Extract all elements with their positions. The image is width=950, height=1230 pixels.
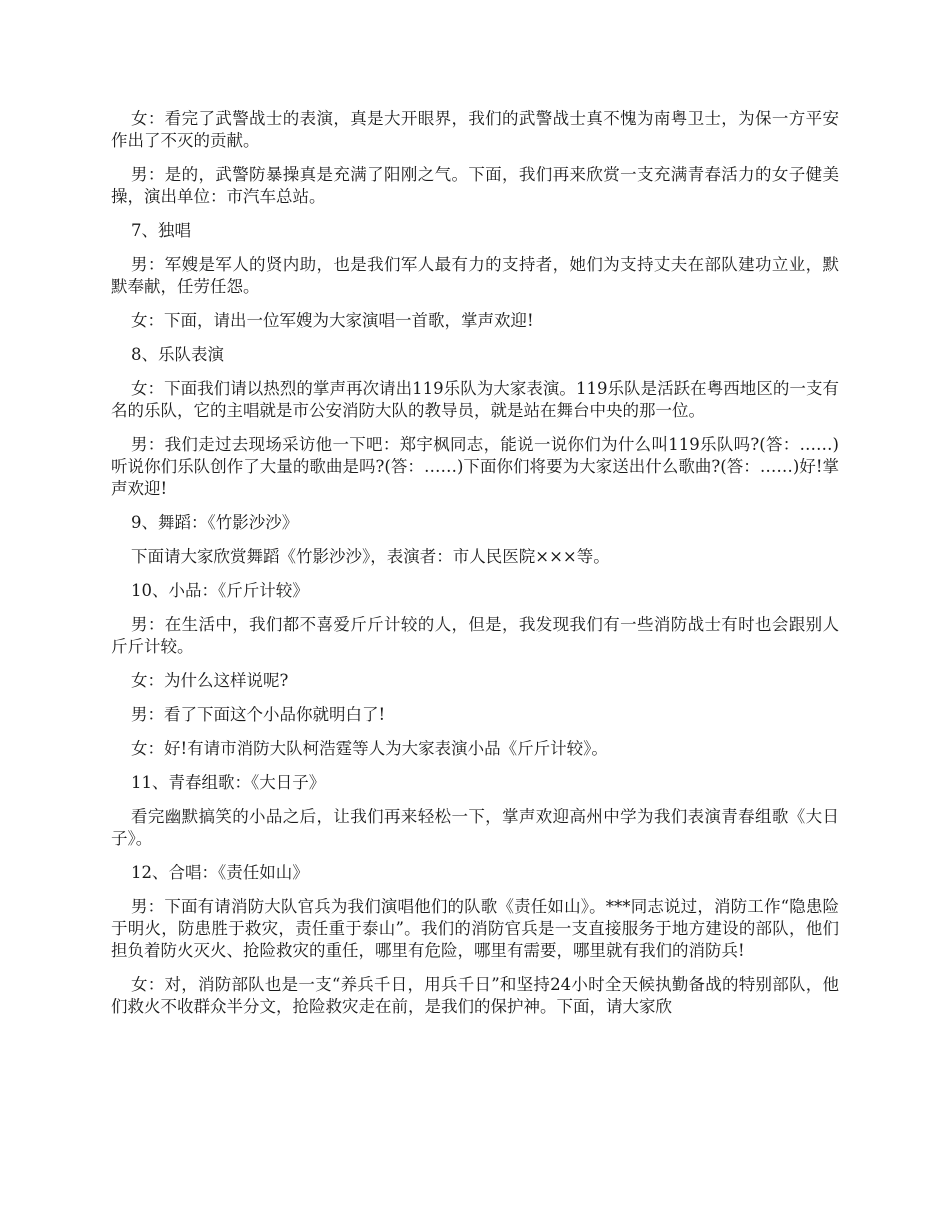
paragraph: 看完幽默搞笑的小品之后，让我们再来轻松一下，掌声欢迎高州中学为我们表演青春组歌《大日子》。 xyxy=(111,807,839,848)
section-heading: 8、乐队表演 xyxy=(131,345,224,364)
paragraph: 女：下面我们请以热烈的掌声再次请出119乐队为大家表演。119乐队是活跃在粤西地区的一支有名的乐队，它的主唱就是市公安消防大队的教导员，就是站在舞台中央的那一位。 xyxy=(111,379,839,420)
paragraph: 男：是的，武警防暴操真是充满了阳刚之气。下面，我们再来欣赏一支充满青春活力的女子健美操，演出单位：市汽车总站。 xyxy=(111,165,839,206)
paragraph: 女：对，消防部队也是一支“养兵千日，用兵千日”和坚持24小时全天候执勤备战的特别部队，他们救火不收群众半分文，抢险救灾走在前，是我们的保护神。下面，请大家欣 xyxy=(111,975,839,1016)
paragraph: 男：军嫂是军人的贤内助，也是我们军人最有力的支持者，她们为支持丈夫在部队建功立业，默默奉献，任劳任怨。 xyxy=(111,255,839,296)
paragraph: 女：看完了武警战士的表演，真是大开眼界，我们的武警战士真不愧为南粤卫士，为保一方平安作出了不灭的贡献。 xyxy=(111,109,839,150)
document-page xyxy=(111,108,839,1030)
section-heading: 10、小品：《斤斤计较》 xyxy=(131,581,309,600)
paragraph: 下面请大家欣赏舞蹈《竹影沙沙》，表演者：市人民医院×××等。 xyxy=(131,547,610,566)
paragraph: 男：在生活中，我们都不喜爱斤斤计较的人，但是，我发现我们有一些消防战士有时也会跟别人斤斤计较。 xyxy=(111,615,839,656)
paragraph: 男：看了下面这个小品你就明白了! xyxy=(131,705,386,724)
paragraph: 女：下面，请出一位军嫂为大家演唱一首歌，掌声欢迎! xyxy=(131,311,534,330)
paragraph: 女：为什么这样说呢? xyxy=(131,671,289,690)
paragraph: 男：我们走过去现场采访他一下吧：郑宇枫同志，能说一说你们为什么叫119乐队吗?(答：……)听说你们乐队创作了大量的歌曲是吗?(答：……)下面你们将要为大家送出什么歌曲?(答：……)好!掌声欢迎! xyxy=(111,435,839,498)
paragraph: 男：下面有请消防大队官兵为我们演唱他们的队歌《责任如山》。***同志说过，消防工作“隐患险于明火，防患胜于救灾，责任重于泰山”。我们的消防官兵是一支直接服务于地方建设的部队，他们担负着防火灭火、抢险救灾的重任，哪里有危险，哪里有需要，哪里就有我们的消防兵! xyxy=(111,897,839,960)
section-heading: 7、独唱 xyxy=(131,221,191,240)
section-heading: 11、青春组歌：《大日子》 xyxy=(131,773,326,792)
section-heading: 9、舞蹈：《竹影沙沙》 xyxy=(131,513,299,532)
section-heading: 12、合唱：《责任如山》 xyxy=(131,863,309,882)
paragraph: 女：好!有请市消防大队柯浩霆等人为大家表演小品《斤斤计较》。 xyxy=(131,739,608,758)
